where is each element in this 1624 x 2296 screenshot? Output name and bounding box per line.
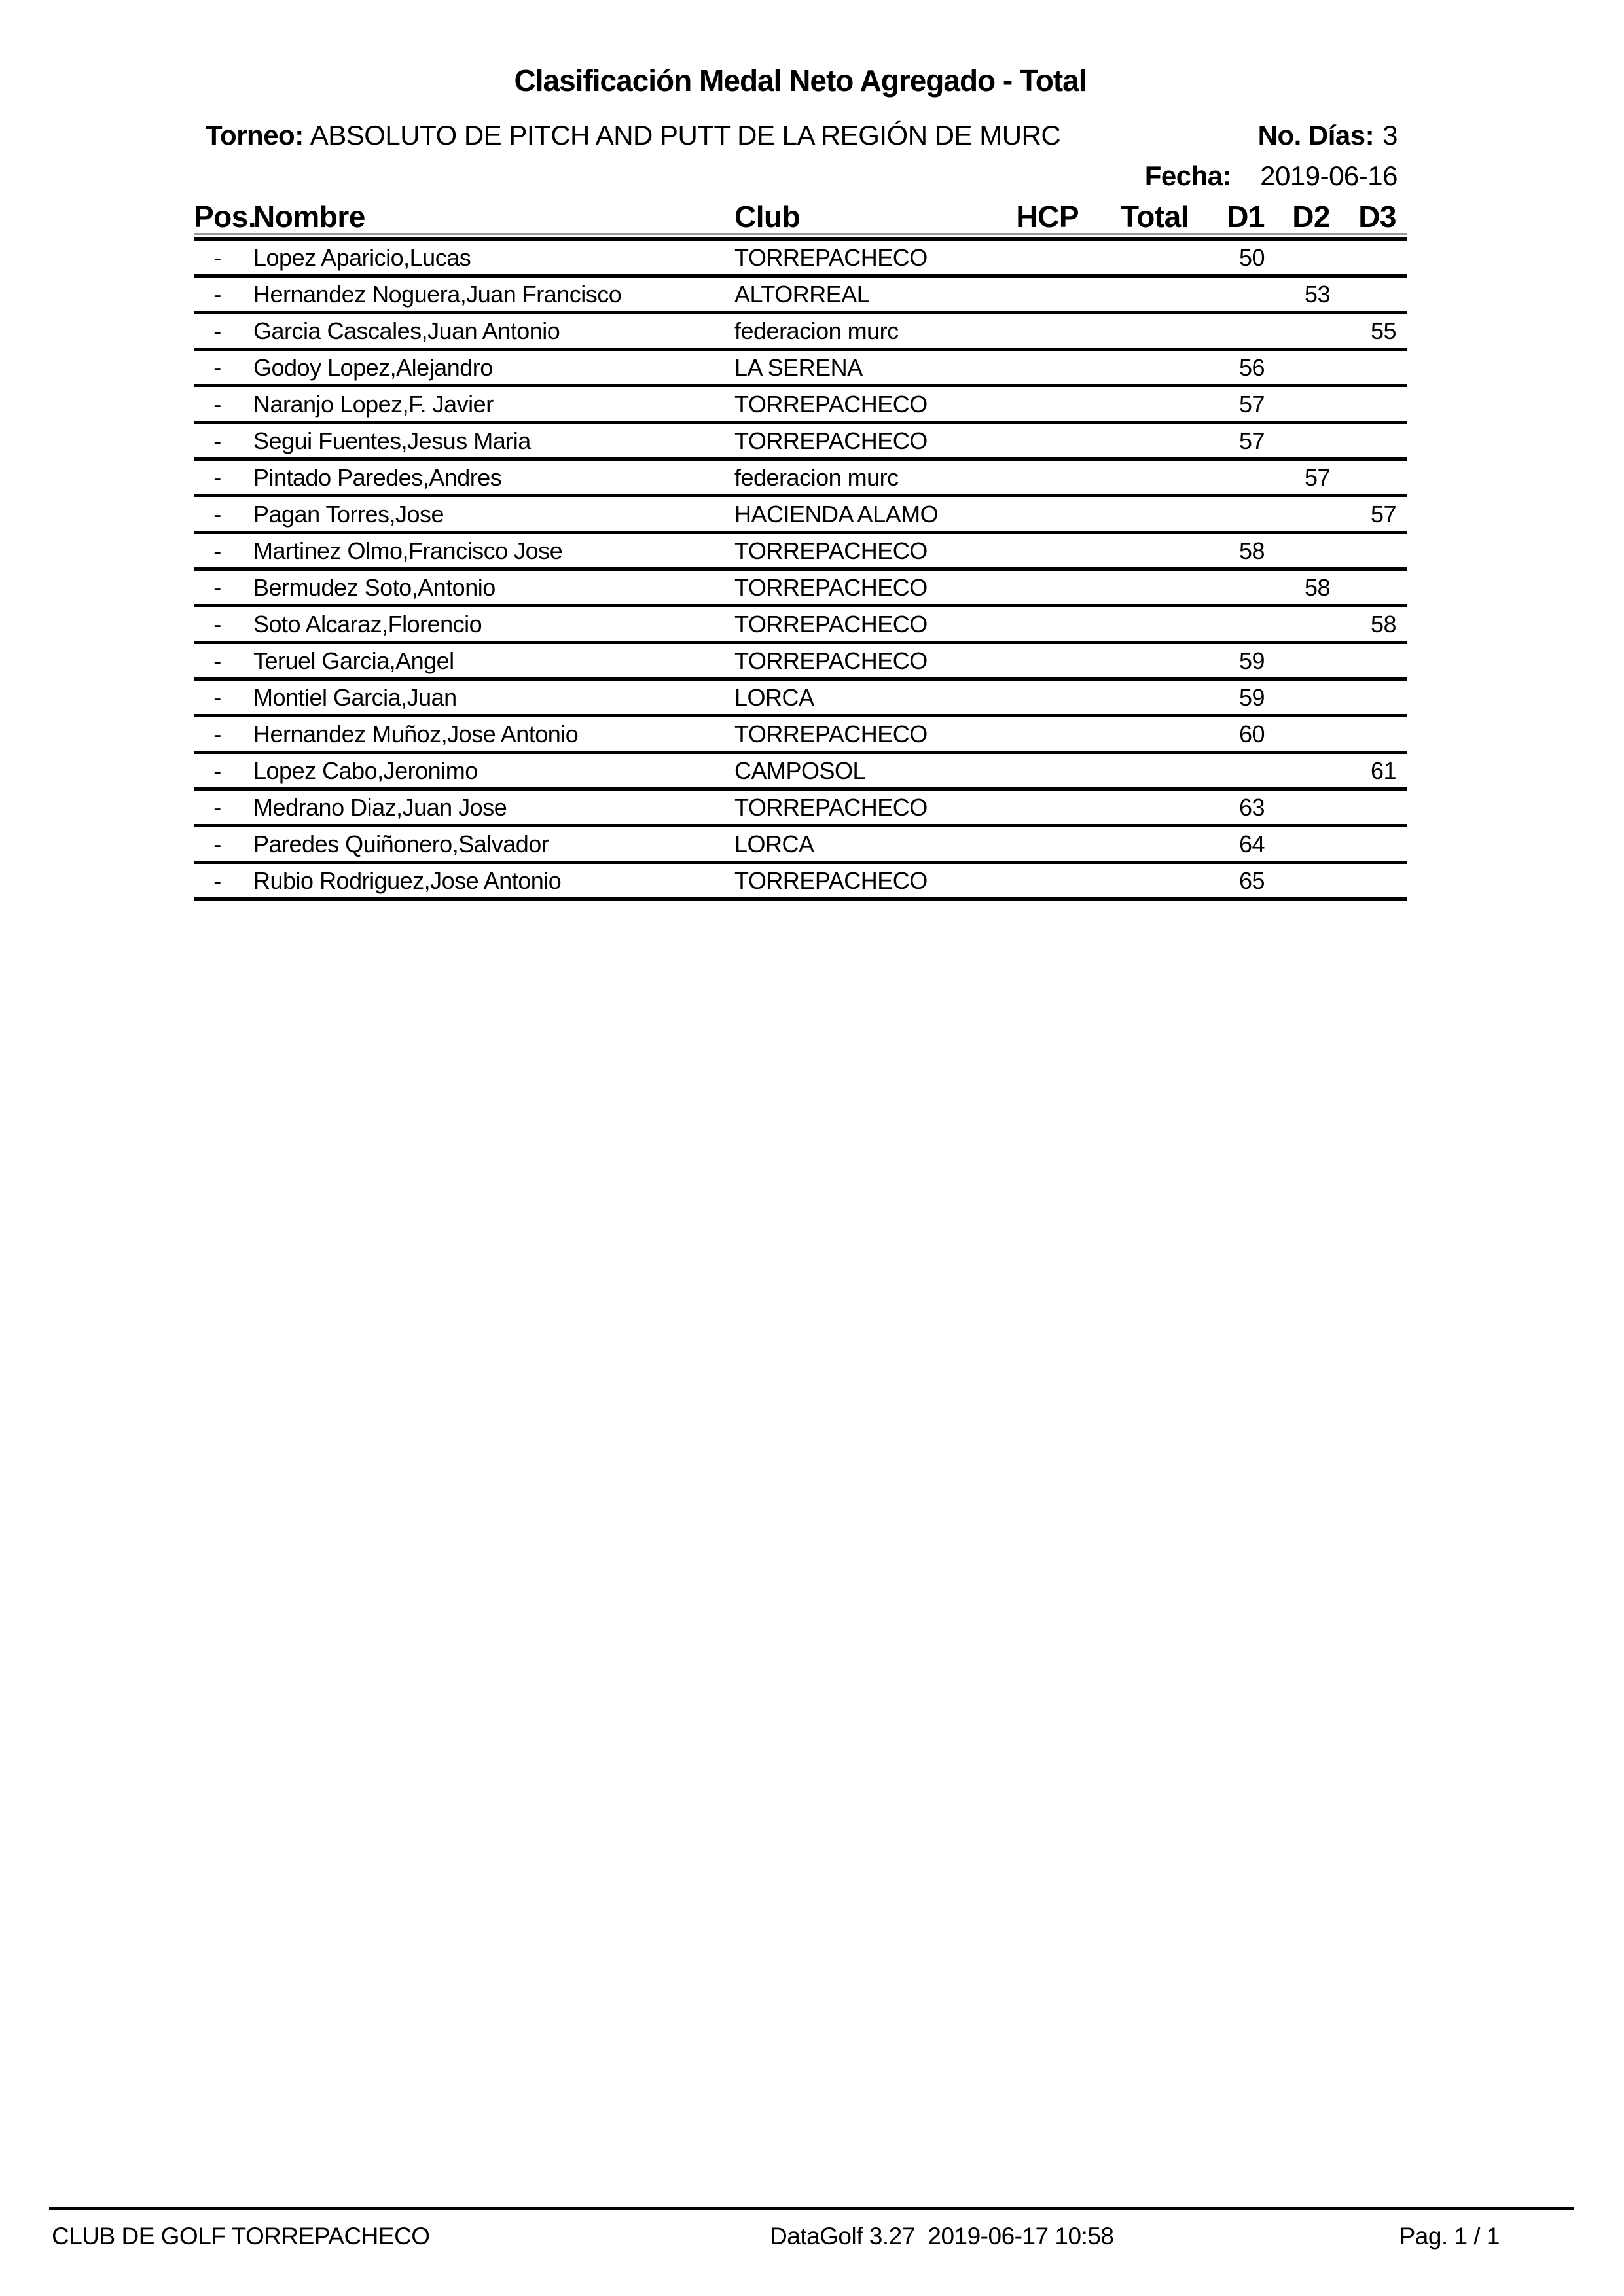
row-total	[1102, 351, 1191, 384]
row-hcp	[991, 754, 1102, 787]
row-d1-score: 59	[1238, 647, 1265, 674]
row-d3-score	[1341, 387, 1407, 421]
row-d1-score	[1191, 607, 1275, 641]
row-club: LA SERENA	[734, 354, 863, 381]
row-player-name: Hernandez Muñoz,Jose Antonio	[253, 721, 579, 747]
table-row	[194, 241, 1407, 278]
row-player-name: Lopez Aparicio,Lucas	[253, 244, 471, 271]
row-pos: -	[213, 721, 221, 747]
row-total	[1102, 387, 1191, 421]
row-player-name: Pagan Torres,Jose	[253, 501, 444, 528]
row-hcp	[991, 497, 1102, 531]
row-d1-score	[1191, 461, 1275, 494]
row-d1-score: 64	[1238, 831, 1265, 857]
row-d2-score: 58	[1304, 574, 1330, 601]
table-row	[194, 864, 1407, 901]
row-total	[1102, 424, 1191, 457]
row-d3-score	[1341, 864, 1407, 897]
row-pos: -	[213, 391, 221, 418]
row-d1-score: 57	[1238, 427, 1265, 454]
row-d2-score	[1275, 717, 1341, 751]
tournament-group	[206, 120, 1060, 151]
row-player-name: Montiel Garcia,Juan	[253, 684, 457, 711]
row-d2-score	[1275, 497, 1341, 531]
row-hcp	[991, 424, 1102, 457]
row-pos: -	[213, 574, 221, 601]
days-value: 3	[1382, 120, 1398, 151]
row-club: LORCA	[734, 831, 814, 857]
table-row	[194, 644, 1407, 681]
row-total	[1102, 827, 1191, 861]
row-d1-score: 63	[1238, 794, 1265, 821]
row-d2-score	[1275, 241, 1341, 274]
row-d1-score: 60	[1238, 721, 1265, 747]
table-row	[194, 497, 1407, 534]
table-row	[194, 754, 1407, 791]
row-club: TORREPACHECO	[734, 537, 928, 564]
table-row	[194, 681, 1407, 717]
footer-club-name: CLUB DE GOLF TORREPACHECO	[52, 2223, 430, 2250]
row-club: ALTORREAL	[734, 281, 870, 308]
row-total	[1102, 644, 1191, 677]
row-pos: -	[213, 281, 221, 308]
row-d3-score	[1341, 717, 1407, 751]
row-total	[1102, 534, 1191, 567]
row-hcp	[991, 534, 1102, 567]
table-row	[194, 534, 1407, 571]
row-d1-score	[1191, 754, 1275, 787]
column-header-pos: Pos.	[194, 200, 257, 234]
row-pos: -	[213, 501, 221, 528]
row-d3-score	[1341, 351, 1407, 384]
row-d1-score: 56	[1238, 354, 1265, 381]
row-player-name: Segui Fuentes,Jesus Maria	[253, 427, 531, 454]
row-hcp	[991, 387, 1102, 421]
row-club: CAMPOSOL	[734, 757, 866, 784]
row-club: TORREPACHECO	[734, 574, 928, 601]
row-club: TORREPACHECO	[734, 794, 928, 821]
row-player-name: Naranjo Lopez,F. Javier	[253, 391, 494, 418]
row-club: TORREPACHECO	[734, 244, 928, 271]
row-hcp	[991, 314, 1102, 348]
meta-row-date	[1145, 160, 1398, 192]
row-player-name: Hernandez Noguera,Juan Francisco	[253, 281, 622, 308]
row-d2-score	[1275, 864, 1341, 897]
table-row	[194, 791, 1407, 827]
row-player-name: Soto Alcaraz,Florencio	[253, 611, 482, 637]
days-label: No. Días:	[1257, 120, 1375, 151]
row-d2-score	[1275, 424, 1341, 457]
row-total	[1102, 864, 1191, 897]
row-d2-score	[1275, 681, 1341, 714]
row-d3-score	[1341, 681, 1407, 714]
days-group	[1258, 120, 1398, 151]
row-total	[1102, 278, 1191, 311]
row-d2-score	[1275, 827, 1341, 861]
row-total	[1102, 607, 1191, 641]
row-club: TORREPACHECO	[734, 647, 928, 674]
table-row	[194, 278, 1407, 314]
row-d3-score	[1341, 241, 1407, 274]
row-player-name: Martinez Olmo,Francisco Jose	[253, 537, 563, 564]
row-total	[1102, 314, 1191, 348]
row-hcp	[991, 461, 1102, 494]
row-hcp	[991, 791, 1102, 824]
table-row	[194, 827, 1407, 864]
row-total	[1102, 681, 1191, 714]
row-d3-score	[1341, 827, 1407, 861]
column-header-d3: D3	[1341, 200, 1407, 235]
row-hcp	[991, 717, 1102, 751]
row-d3-score: 58	[1370, 611, 1396, 637]
row-d3-score	[1341, 571, 1407, 604]
row-d1-score: 65	[1238, 867, 1265, 894]
row-d2-score	[1275, 314, 1341, 348]
table-row	[194, 387, 1407, 424]
row-total	[1102, 497, 1191, 531]
column-header-total: Total	[1102, 200, 1191, 235]
row-d2-score	[1275, 387, 1341, 421]
row-d2-score: 57	[1304, 464, 1330, 491]
column-header-hcp: HCP	[991, 200, 1102, 235]
row-d2-score	[1275, 754, 1341, 787]
row-pos: -	[213, 684, 221, 711]
table-header-row	[194, 200, 1407, 241]
row-club: HACIENDA ALAMO	[734, 501, 939, 528]
row-player-name: Lopez Cabo,Jeronimo	[253, 757, 478, 784]
column-header-d1: D1	[1191, 200, 1275, 235]
row-pos: -	[213, 611, 221, 637]
row-player-name: Rubio Rodriguez,Jose Antonio	[253, 867, 562, 894]
row-total	[1102, 571, 1191, 604]
row-pos: -	[213, 757, 221, 784]
row-hcp	[991, 351, 1102, 384]
page-title: Clasificación Medal Neto Agregado - Total	[514, 63, 1087, 98]
row-club: federacion murc	[734, 317, 899, 344]
results-table	[194, 200, 1407, 901]
row-d1-score: 58	[1238, 537, 1265, 564]
row-pos: -	[213, 831, 221, 857]
row-player-name: Paredes Quiñonero,Salvador	[253, 831, 549, 857]
row-d3-score	[1341, 644, 1407, 677]
row-club: TORREPACHECO	[734, 721, 928, 747]
row-club: TORREPACHECO	[734, 611, 928, 637]
row-d1-score	[1191, 278, 1275, 311]
row-pos: -	[213, 647, 221, 674]
row-hcp	[991, 827, 1102, 861]
table-row	[194, 571, 1407, 607]
page-footer	[49, 2220, 1574, 2259]
row-hcp	[991, 278, 1102, 311]
meta-row-tournament	[206, 120, 1398, 151]
row-d3-score	[1341, 791, 1407, 824]
table-row	[194, 424, 1407, 461]
row-total	[1102, 754, 1191, 787]
date-label: Fecha:	[1144, 160, 1232, 191]
tournament-name: ABSOLUTO DE PITCH AND PUTT DE LA REGIÓN DE MURC	[310, 120, 1061, 151]
column-header-club: Club	[729, 200, 991, 235]
row-pos: -	[213, 427, 221, 454]
row-d3-score: 55	[1370, 317, 1396, 344]
row-d1-score: 50	[1238, 244, 1265, 271]
footer-generator: DataGolf 3.27 2019-06-17 10:58	[770, 2223, 1114, 2250]
table-row	[194, 717, 1407, 754]
row-club: TORREPACHECO	[734, 427, 928, 454]
row-hcp	[991, 607, 1102, 641]
row-total	[1102, 717, 1191, 751]
row-club: federacion murc	[734, 464, 899, 491]
row-club: LORCA	[734, 684, 814, 711]
row-d3-score	[1341, 534, 1407, 567]
row-d3-score	[1341, 461, 1407, 494]
row-hcp	[991, 241, 1102, 274]
table-row	[194, 314, 1407, 351]
tournament-label: Torneo:	[206, 120, 304, 151]
row-d2-score	[1275, 607, 1341, 641]
row-hcp	[991, 644, 1102, 677]
row-player-name: Teruel Garcia,Angel	[253, 647, 454, 674]
footer-page-number: Pag. 1 / 1	[1399, 2223, 1500, 2250]
row-d2-score	[1275, 644, 1341, 677]
footer-divider	[49, 2207, 1574, 2210]
row-pos: -	[213, 244, 221, 271]
row-d1-score: 59	[1238, 684, 1265, 711]
row-d2-score	[1275, 534, 1341, 567]
row-pos: -	[213, 794, 221, 821]
table-row	[194, 607, 1407, 644]
row-player-name: Pintado Paredes,Andres	[253, 464, 502, 491]
row-total	[1102, 791, 1191, 824]
table-row	[194, 461, 1407, 497]
row-d1-score: 57	[1238, 391, 1265, 418]
column-header-d2: D2	[1275, 200, 1341, 235]
row-hcp	[991, 864, 1102, 897]
row-player-name: Godoy Lopez,Alejandro	[253, 354, 493, 381]
row-pos: -	[213, 537, 221, 564]
date-value: 2019-06-16	[1260, 160, 1398, 191]
table-body	[194, 241, 1407, 901]
row-player-name: Garcia Cascales,Juan Antonio	[253, 317, 560, 344]
row-d1-score	[1191, 497, 1275, 531]
row-total	[1102, 461, 1191, 494]
row-d3-score: 61	[1370, 757, 1396, 784]
row-club: TORREPACHECO	[734, 867, 928, 894]
row-pos: -	[213, 354, 221, 381]
row-d1-score	[1191, 571, 1275, 604]
row-hcp	[991, 571, 1102, 604]
row-total	[1102, 241, 1191, 274]
row-pos: -	[213, 464, 221, 491]
row-pos: -	[213, 867, 221, 894]
table-row	[194, 351, 1407, 387]
row-d3-score	[1341, 424, 1407, 457]
row-d2-score	[1275, 791, 1341, 824]
row-player-name: Medrano Diaz,Juan Jose	[253, 794, 507, 821]
row-d2-score	[1275, 351, 1341, 384]
row-d2-score: 53	[1304, 281, 1330, 308]
row-club: TORREPACHECO	[734, 391, 928, 418]
row-d1-score	[1191, 314, 1275, 348]
row-d3-score	[1341, 278, 1407, 311]
row-hcp	[991, 681, 1102, 714]
row-d3-score: 57	[1370, 501, 1396, 528]
column-header-nombre: Nombre	[241, 200, 729, 235]
row-player-name: Bermudez Soto,Antonio	[253, 574, 496, 601]
row-pos: -	[213, 317, 221, 344]
